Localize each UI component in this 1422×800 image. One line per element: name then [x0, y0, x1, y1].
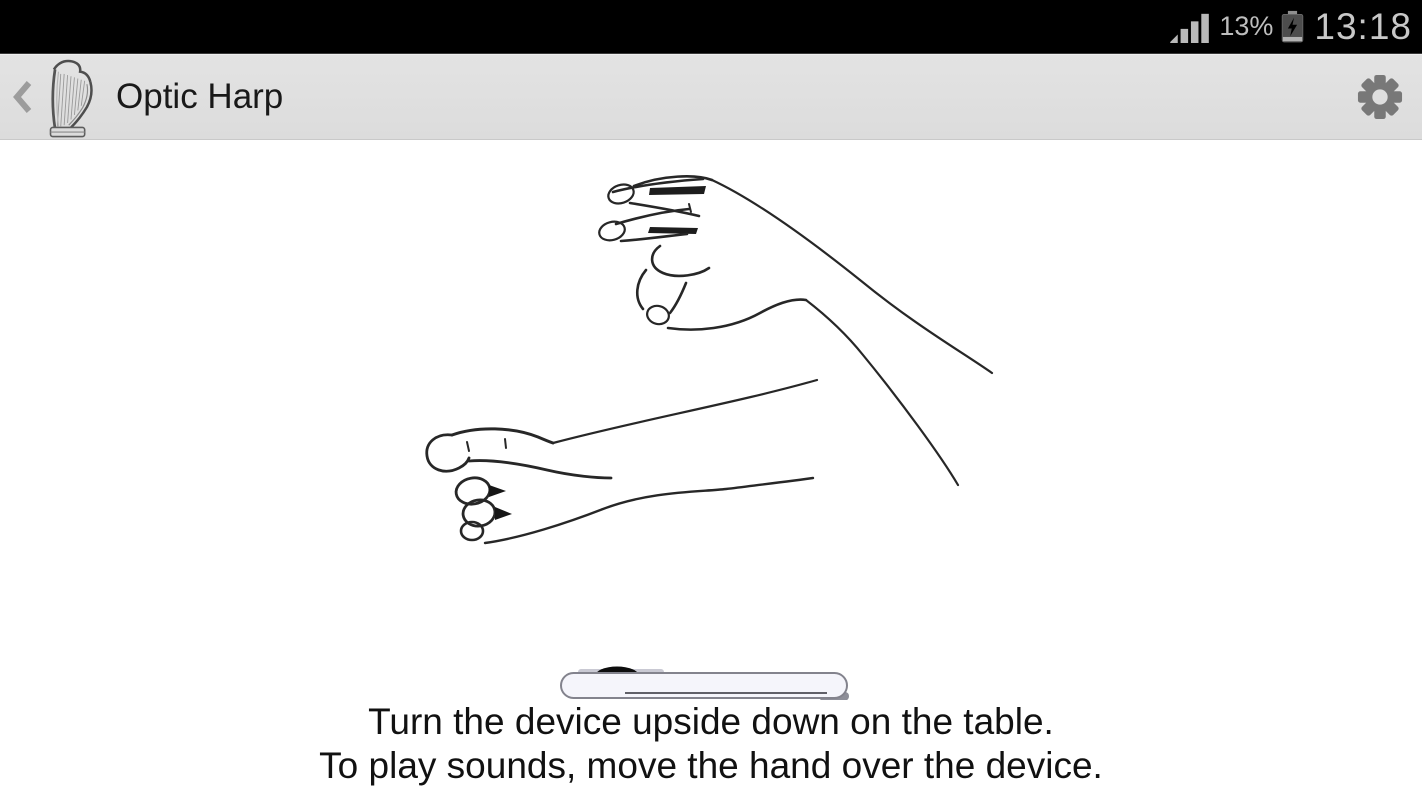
hands-over-device-illustration	[0, 140, 1422, 700]
instruction-line-1: Turn the device upside down on the table.	[368, 701, 1054, 742]
lower-hand-sketch	[427, 380, 817, 543]
status-bar	[0, 0, 1422, 54]
app-logo	[42, 58, 100, 140]
battery-charging-icon	[1281, 6, 1304, 48]
battery-percent: 13%	[1219, 11, 1274, 41]
signal-strength-icon	[1170, 11, 1210, 43]
settings-button[interactable]	[1356, 73, 1404, 121]
instruction-line-2: To play sounds, move the hand over the device.	[319, 745, 1103, 786]
status-clock: 13:18	[1314, 5, 1412, 47]
harp-app-icon	[42, 58, 100, 140]
face-down-phone	[561, 667, 849, 701]
back-chevron-icon	[11, 77, 35, 117]
instruction-page	[0, 140, 1422, 800]
app-bar	[0, 54, 1422, 140]
back-button[interactable]	[10, 75, 36, 119]
page-title: Optic Harp	[116, 77, 284, 116]
instruction-text	[0, 700, 1422, 788]
settings-gear-icon	[1357, 74, 1403, 120]
upper-hand-sketch	[597, 176, 992, 485]
